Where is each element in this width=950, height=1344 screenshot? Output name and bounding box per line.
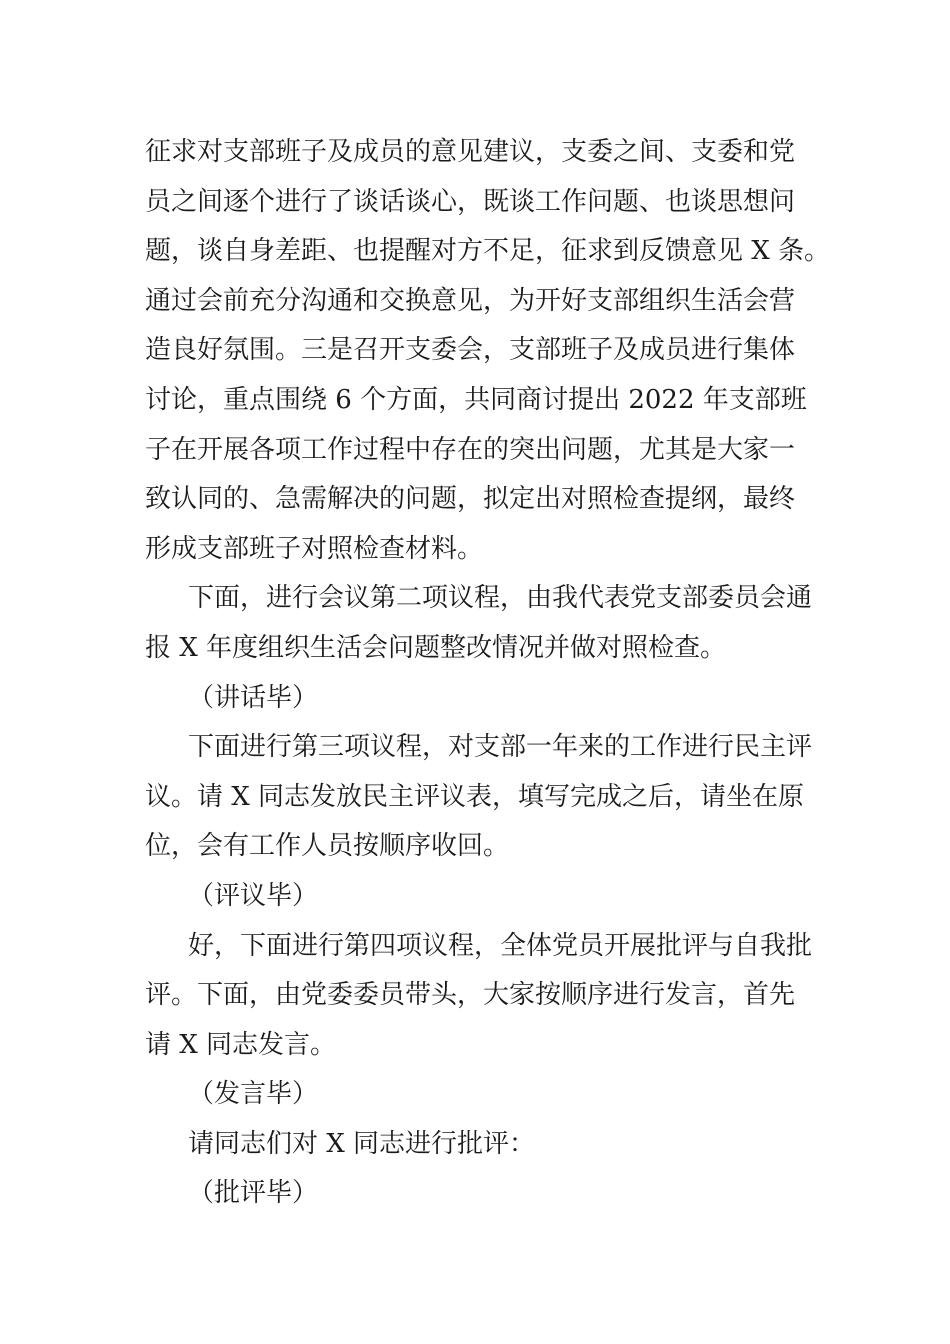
text-line: 报 X 年度组织生活会问题整改情况并做对照检查。	[145, 632, 727, 663]
paragraph-start-line: 下面进行第三项议程，对支部一年来的工作进行民主评	[188, 732, 813, 763]
stage-direction: （批评毕）	[188, 1178, 319, 1209]
paragraph-start-line: 请同志们对 X 同志进行批评：	[188, 1128, 536, 1159]
text-line: 通过会前充分沟通和交换意见，为开好支部组织生活会营	[145, 285, 796, 316]
paragraph-start-line: 下面，进行会议第二项议程，由我代表党支部委员会通	[188, 583, 813, 614]
text-line: 请 X 同志发言。	[145, 1029, 337, 1060]
document-body	[145, 128, 845, 1219]
text-line: 形成支部班子对照检查材料。	[145, 533, 484, 564]
text-line: 议。请 X 同志发放民主评议表，填写完成之后，请坐在原	[145, 781, 805, 812]
stage-direction: （评议毕）	[188, 880, 319, 911]
stage-direction: （讲话毕）	[188, 682, 319, 713]
text-line: 讨论，重点围绕 6 个方面，共同商讨提出 2022 年支部班	[145, 384, 807, 415]
text-line: 造良好氛围。三是召开支委会，支部班子及成员进行集体	[145, 335, 796, 366]
text-line: 位，会有工作人员按顺序收回。	[145, 831, 510, 862]
text-line: 题，谈自身差距、也提醒对方不足，征求到反馈意见 X 条。	[145, 236, 831, 267]
text-line: 评。下面，由党委委员带头，大家按顺序进行发言，首先	[145, 980, 796, 1011]
text-line: 子在开展各项工作过程中存在的突出问题，尤其是大家一	[145, 434, 796, 465]
paragraph-start-line: 好，下面进行第四项议程，全体党员开展批评与自我批	[188, 930, 813, 961]
stage-direction: （发言毕）	[188, 1079, 319, 1110]
text-line: 员之间逐个进行了谈话谈心，既谈工作问题、也谈思想问	[145, 186, 796, 217]
text-line: 征求对支部班子及成员的意见建议，支委之间、支委和党	[145, 137, 796, 167]
text-line: 致认同的、急需解决的问题，拟定出对照检查提纲，最终	[145, 484, 796, 515]
